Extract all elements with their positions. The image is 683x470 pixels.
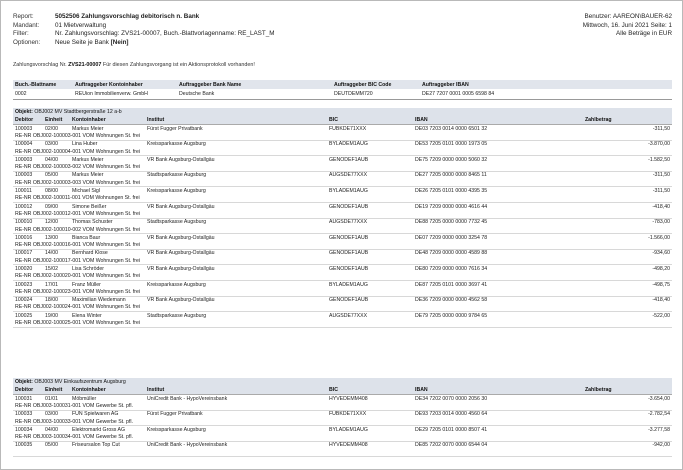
booking-text-row — [13, 418, 672, 426]
optionen-label: Optionen: — [13, 38, 41, 46]
col-einheit: Einheit — [43, 116, 70, 125]
cell-iban: DE85 7202 0070 0000 6544 04 — [415, 442, 488, 449]
optionen-prefix: Neue Seite je Bank — [55, 38, 109, 46]
cell-inhaber: Thomas Schuster — [72, 219, 113, 226]
booking-text: RE-NR OBJ002-100016-001 VOM Wohnungen St. frei — [13, 241, 672, 249]
booking-text-row — [13, 433, 672, 441]
cell-einheit: 01/01 — [45, 395, 58, 402]
col-iban: Auftraggeber IBAN — [420, 80, 672, 89]
user-line: Benutzer: AAREON\BAUER-62 — [584, 13, 672, 20]
report-label: Report: — [13, 13, 34, 20]
table-row — [13, 218, 672, 226]
cell-einheit: 02/00 — [45, 125, 58, 132]
col-debitor: Debitor — [13, 116, 43, 125]
cell-institut: Fürst Fugger Privatbank — [147, 411, 203, 418]
col-iban: IBAN — [413, 386, 583, 395]
cell-iban: DE03 7203 0014 0000 6501 32 — [415, 125, 488, 132]
cell-institut: VR Bank Augsburg-Ostallgäu — [147, 234, 215, 241]
cell-bic: AUGSDE77XXX — [329, 219, 368, 226]
cell-einheit: 08/00 — [45, 188, 58, 195]
booking-text: RE-NR OBJ002-100003-001 VOM Wohnungen St. frei — [13, 132, 672, 140]
note-number: ZVS21-00007 — [68, 62, 102, 68]
cell-institut: Kreissparkasse Augsburg — [147, 188, 206, 195]
table-row — [13, 156, 672, 164]
cell-kontoinhaber: REUion Immobilienverw. GmbH — [73, 89, 177, 100]
cell-einheit: 12/00 — [45, 219, 58, 226]
cell-inhaber: Elena Winter — [72, 312, 102, 319]
cell-debitor: 100012 — [15, 203, 33, 210]
booking-text-row — [13, 210, 672, 218]
cell-einheit: 15/02 — [45, 265, 58, 272]
cell-debitor: 100003 — [15, 172, 33, 179]
cell-bic: FUBKDE71XXX — [329, 125, 367, 132]
cell-einheit: 03/00 — [45, 141, 58, 148]
booking-text: RE-NR OBJ002-100003-002 VOM Wohnungen St. frei — [13, 163, 672, 171]
cell-bankname: Deutsche Bank — [177, 89, 332, 100]
col-bic: BIC — [327, 116, 413, 125]
booking-text: RE-NR OBJ002-100017-001 VOM Wohnungen St. frei — [13, 257, 672, 265]
cell-institut: UniCredit Bank - HypoVereinsbank — [147, 395, 228, 402]
cell-iban: DE36 7209 0000 0000 4562 58 — [415, 297, 488, 304]
col-kontoinhaber: Auftraggeber Kontoinhaber — [73, 80, 177, 89]
col-institut: Institut — [145, 116, 327, 125]
col-zahlbetrag: Zahlbetrag — [583, 116, 672, 125]
booking-text-row — [13, 402, 672, 410]
cell-bic: FUBKDE71XXX — [329, 411, 367, 418]
col-kontoinhaber: Kontoinhaber — [70, 116, 145, 125]
currency-line: Alle Beträge in EUR — [616, 30, 672, 38]
table-row — [13, 426, 672, 434]
cell-bic: BYLADEM1AUG — [329, 426, 368, 433]
cell-iban: DE26 7205 0101 0000 4395 35 — [415, 188, 488, 195]
cell-einheit: 05/00 — [45, 172, 58, 179]
cell-betrag: -311,50 — [652, 172, 671, 179]
booking-text: RE-NR OBJ003-100034-001 VOM Gewerbe St. pfl. — [13, 433, 672, 441]
cell-inhaber: Bernhard Klose — [72, 250, 108, 257]
col-kontoinhaber: Kontoinhaber — [70, 386, 145, 395]
booking-text-row — [13, 163, 672, 171]
table-row — [13, 249, 672, 257]
cell-betrag: -418,40 — [652, 203, 671, 210]
cell-inhaber: Simone Beißer — [72, 203, 107, 210]
cell-iban: DE53 7205 0101 0000 1973 05 — [415, 141, 488, 148]
cell-bic: AUGSDE77XXX — [329, 172, 368, 179]
date-page-line: Mittwoch, 16. Juni 2021 Seite: 1 — [582, 21, 672, 29]
booking-text: RE-NR OBJ002-100023-001 VOM Wohnungen St. frei — [13, 288, 672, 296]
cell-institut: VR Bank Augsburg-Ostallgäu — [147, 250, 215, 257]
booking-text: RE-NR OBJ002-100020-001 VOM Wohnungen St. frei — [13, 273, 672, 281]
cell-inhaber: Bianca Baur — [72, 234, 101, 241]
table-row — [13, 410, 672, 418]
cell-iban: DE79 7205 0000 0000 9784 65 — [415, 312, 488, 319]
cell-einheit: 04/00 — [45, 156, 58, 163]
cell-betrag: -783,00 — [652, 219, 671, 226]
account-row — [13, 89, 672, 100]
objekt-label: Objekt: — [15, 109, 33, 115]
cell-institut: Kreissparkasse Augsburg — [147, 141, 206, 148]
cell-debitor: 100031 — [15, 395, 33, 402]
cell-bic: GENODEF1AUB — [329, 234, 369, 241]
cell-institut: VR Bank Augsburg-Ostallgäu — [147, 156, 215, 163]
report-title: 5052506 Zahlungsvorschlag debitorisch n. Bank — [55, 13, 200, 20]
cell-inhaber: Lisa Schröder — [72, 265, 105, 272]
cell-iban: DE87 7205 0101 0000 3697 41 — [415, 281, 488, 288]
column-header-row — [13, 386, 672, 395]
mandant-label: Mandant: — [13, 21, 40, 29]
cell-buchblatt: 0002 — [13, 89, 73, 100]
objekt-title: OBJ002 MV Stadtbergerstraße 12 a-b — [34, 109, 122, 115]
cell-debitor: 100024 — [15, 297, 33, 304]
booking-text-row — [13, 241, 672, 249]
table-row — [13, 395, 672, 403]
table-row — [13, 202, 672, 210]
booking-text-row — [13, 195, 672, 203]
cell-institut: Stadtsparkasse Augsburg — [147, 312, 207, 319]
cell-bic: BYLADEM1AUG — [329, 281, 368, 288]
cell-einheit: 19/00 — [45, 312, 58, 319]
cell-einheit: 09/00 — [45, 203, 58, 210]
cell-iban: DE80 7209 0000 0000 7616 34 — [415, 265, 488, 272]
table-row — [13, 171, 672, 179]
cell-bic: GENODEF1AUB — [329, 203, 369, 210]
cell-institut: VR Bank Augsburg-Ostallgäu — [147, 297, 215, 304]
cell-einheit: 05/00 — [45, 442, 58, 449]
booking-text-row — [13, 288, 672, 296]
objekt-title-row — [13, 108, 672, 116]
booking-text-row — [13, 449, 672, 457]
table-row — [13, 265, 672, 273]
cell-iban: DE27 7205 0000 0000 8465 11 — [415, 172, 487, 179]
cell-debitor: 100025 — [15, 312, 33, 319]
cell-institut: Kreissparkasse Augsburg — [147, 281, 206, 288]
booking-text-row — [13, 304, 672, 312]
cell-debitor: 100035 — [15, 442, 33, 449]
note-suffix: Für diesen Zahlungsvorgang ist ein Aktionsprotokoll vorhanden! — [102, 62, 255, 68]
table-row — [13, 234, 672, 242]
cell-iban: DE27 7207 0001 0005 6598 84 — [420, 89, 672, 100]
col-bankname: Auftraggeber Bank Name — [177, 80, 332, 89]
cell-inhaber: Lina Huber — [72, 141, 98, 148]
cell-iban: DE07 7209 0000 0000 3254 78 — [415, 234, 488, 241]
booking-text: RE-NR OBJ003-100031-001 VOM Gewerbe St. pfl. — [13, 402, 672, 410]
cell-debitor: 100034 — [15, 426, 33, 433]
booking-text: RE-NR OBJ002-100012-001 VOM Wohnungen St. frei — [13, 210, 672, 218]
cell-betrag: -522,00 — [652, 312, 671, 319]
cell-betrag: -498,20 — [652, 265, 671, 272]
col-bic: BIC — [327, 386, 413, 395]
cell-institut: Stadtsparkasse Augsburg — [147, 172, 207, 179]
cell-bic: BYLADEM1AUG — [329, 188, 368, 195]
col-debitor: Debitor — [13, 386, 43, 395]
booking-text-row — [13, 319, 672, 327]
booking-text: RE-NR OBJ002-100003-003 VOM Wohnungen St. frei — [13, 179, 672, 187]
cell-inhaber: Möbmüller — [72, 395, 97, 402]
cell-debitor: 100003 — [15, 125, 33, 132]
cell-bic: HYVEDEMM408 — [329, 442, 368, 449]
cell-inhaber: Markus Meier — [72, 156, 104, 163]
cell-bic: AUGSDE77XXX — [329, 312, 368, 319]
cell-bic: GENODEF1AUB — [329, 265, 369, 272]
cell-bic: DEUTDEMM720 — [332, 89, 420, 100]
cell-debitor: 100010 — [15, 219, 33, 226]
cell-einheit: 18/00 — [45, 297, 58, 304]
cell-betrag: -311,50 — [652, 125, 671, 132]
column-header-row — [13, 116, 672, 125]
cell-iban: DE29 7205 0101 0000 8507 41 — [415, 426, 488, 433]
booking-text — [13, 449, 672, 457]
cell-inhaber: Friseursalon Top Cut — [72, 442, 120, 449]
table-row — [13, 187, 672, 195]
cell-bic: HYVEDEMM408 — [329, 395, 368, 402]
cell-debitor: 100003 — [15, 156, 33, 163]
cell-institut: VR Bank Augsburg-Ostallgäu — [147, 203, 215, 210]
cell-iban: DE48 7209 0000 0000 4589 88 — [415, 250, 488, 257]
booking-text-row — [13, 257, 672, 265]
booking-text: RE-NR OBJ002-100024-001 VOM Wohnungen St. frei — [13, 304, 672, 312]
cell-inhaber: Elektromarkt Gross AG — [72, 426, 126, 433]
cell-debitor: 100023 — [15, 281, 33, 288]
cell-inhaber: Maximilian Wiedemann — [72, 297, 126, 304]
objekt-title: OBJ003 MV Einkaufszentrum Augsburg — [34, 379, 126, 385]
table-row — [13, 280, 672, 288]
objekt-group-table — [13, 378, 672, 457]
col-buchblatt: Buch.-Blattname — [13, 80, 73, 89]
cell-institut: VR Bank Augsburg-Ostallgäu — [147, 265, 215, 272]
cell-betrag: -498,75 — [652, 281, 671, 288]
cell-betrag: -934,60 — [652, 250, 671, 257]
cell-betrag: -2.782,54 — [648, 411, 670, 418]
col-institut: Institut — [145, 386, 327, 395]
booking-text: RE-NR OBJ002-100010-002 VOM Wohnungen St. frei — [13, 226, 672, 234]
cell-inhaber: Franz Müller — [72, 281, 101, 288]
filter-value: Nr. Zahlungsvorschlag: ZVS21-00007, Buch.-Blattvorlagenname: RE_LAST_M — [55, 30, 275, 38]
cell-debitor: 100016 — [15, 234, 33, 241]
cell-bic: GENODEF1AUB — [329, 156, 369, 163]
cell-betrag: -418,40 — [652, 297, 671, 304]
cell-betrag: -3.870,00 — [648, 141, 671, 148]
cell-debitor: 100004 — [15, 141, 33, 148]
col-zahlbetrag: Zahlbetrag — [583, 386, 672, 395]
action-protocol-note — [13, 62, 255, 68]
cell-betrag: -3.654,00 — [648, 395, 670, 402]
cell-betrag: -942,00 — [652, 442, 670, 449]
cell-inhaber: Markus Meier — [72, 125, 104, 132]
cell-institut: UniCredit Bank - HypoVereinsbank — [147, 442, 228, 449]
cell-betrag: -1.582,50 — [648, 156, 671, 163]
booking-text: RE-NR OBJ002-100011-001 VOM Wohnungen St. frei — [13, 195, 672, 203]
col-bic: Auftraggeber BIC Code — [332, 80, 420, 89]
table-row — [13, 296, 672, 304]
objekt-title-row — [13, 378, 672, 386]
cell-institut: Kreissparkasse Augsburg — [147, 426, 206, 433]
table-row — [13, 125, 672, 133]
table-row — [13, 312, 672, 320]
cell-einheit: 04/00 — [45, 426, 58, 433]
booking-text-row — [13, 132, 672, 140]
booking-text-row — [13, 148, 672, 156]
cell-debitor: 100020 — [15, 265, 33, 272]
report-meta — [583, 13, 672, 39]
table-row — [13, 140, 672, 148]
cell-debitor: 100017 — [15, 250, 33, 257]
cell-einheit: 17/01 — [45, 281, 58, 288]
booking-text-row — [13, 273, 672, 281]
note-prefix: Zahlungsvorschlag Nr. — [13, 62, 67, 68]
cell-inhaber: Michael Sigl — [72, 188, 100, 195]
cell-institut: Stadtsparkasse Augsburg — [147, 219, 207, 226]
cell-betrag: -1.566,00 — [648, 234, 671, 241]
cell-iban: DE93 7203 0014 0000 4560 64 — [415, 411, 488, 418]
cell-iban: DE88 7205 0000 0000 7732 45 — [415, 219, 488, 226]
cell-einheit: 13/00 — [45, 234, 58, 241]
col-einheit: Einheit — [43, 386, 70, 395]
cell-betrag: -3.277,58 — [648, 426, 670, 433]
col-iban: IBAN — [413, 116, 583, 125]
report-header-info — [13, 13, 274, 47]
filter-label: Filter: — [13, 30, 29, 38]
optionen-value: [Nein] — [110, 38, 129, 46]
cell-bic: GENODEF1AUB — [329, 250, 369, 257]
account-table — [13, 80, 672, 100]
cell-debitor: 100011 — [15, 188, 32, 195]
mandant-value: 01 Mietverwaltung — [55, 21, 107, 29]
cell-debitor: 100033 — [15, 411, 33, 418]
cell-iban: DE75 7209 0000 0000 5060 32 — [415, 156, 488, 163]
booking-text-row — [13, 179, 672, 187]
cell-inhaber: FUN Spielwaren AG — [72, 411, 119, 418]
booking-text-row — [13, 226, 672, 234]
cell-inhaber: Markus Meier — [72, 172, 104, 179]
booking-text: RE-NR OBJ003-100033-001 VOM Gewerbe St. pfl. — [13, 418, 672, 426]
cell-bic: BYLADEM1AUG — [329, 141, 368, 148]
cell-einheit: 03/00 — [45, 411, 58, 418]
booking-text: RE-NR OBJ002-100004-001 VOM Wohnungen St. frei — [13, 148, 672, 156]
table-row — [13, 441, 672, 449]
cell-bic: GENODEF1AUB — [329, 297, 369, 304]
cell-einheit: 14/00 — [45, 250, 58, 257]
cell-iban: DE19 7209 0000 0000 4616 44 — [415, 203, 488, 210]
booking-text: RE-NR OBJ002-100025-001 VOM Wohnungen St. frei — [13, 319, 672, 327]
cell-iban: DE34 7202 0070 0000 2056 30 — [415, 395, 488, 402]
objekt-group-table — [13, 108, 672, 328]
objekt-label: Objekt: — [15, 379, 33, 385]
cell-betrag: -311,50 — [652, 188, 671, 195]
cell-institut: Fürst Fugger Privatbank — [147, 125, 203, 132]
